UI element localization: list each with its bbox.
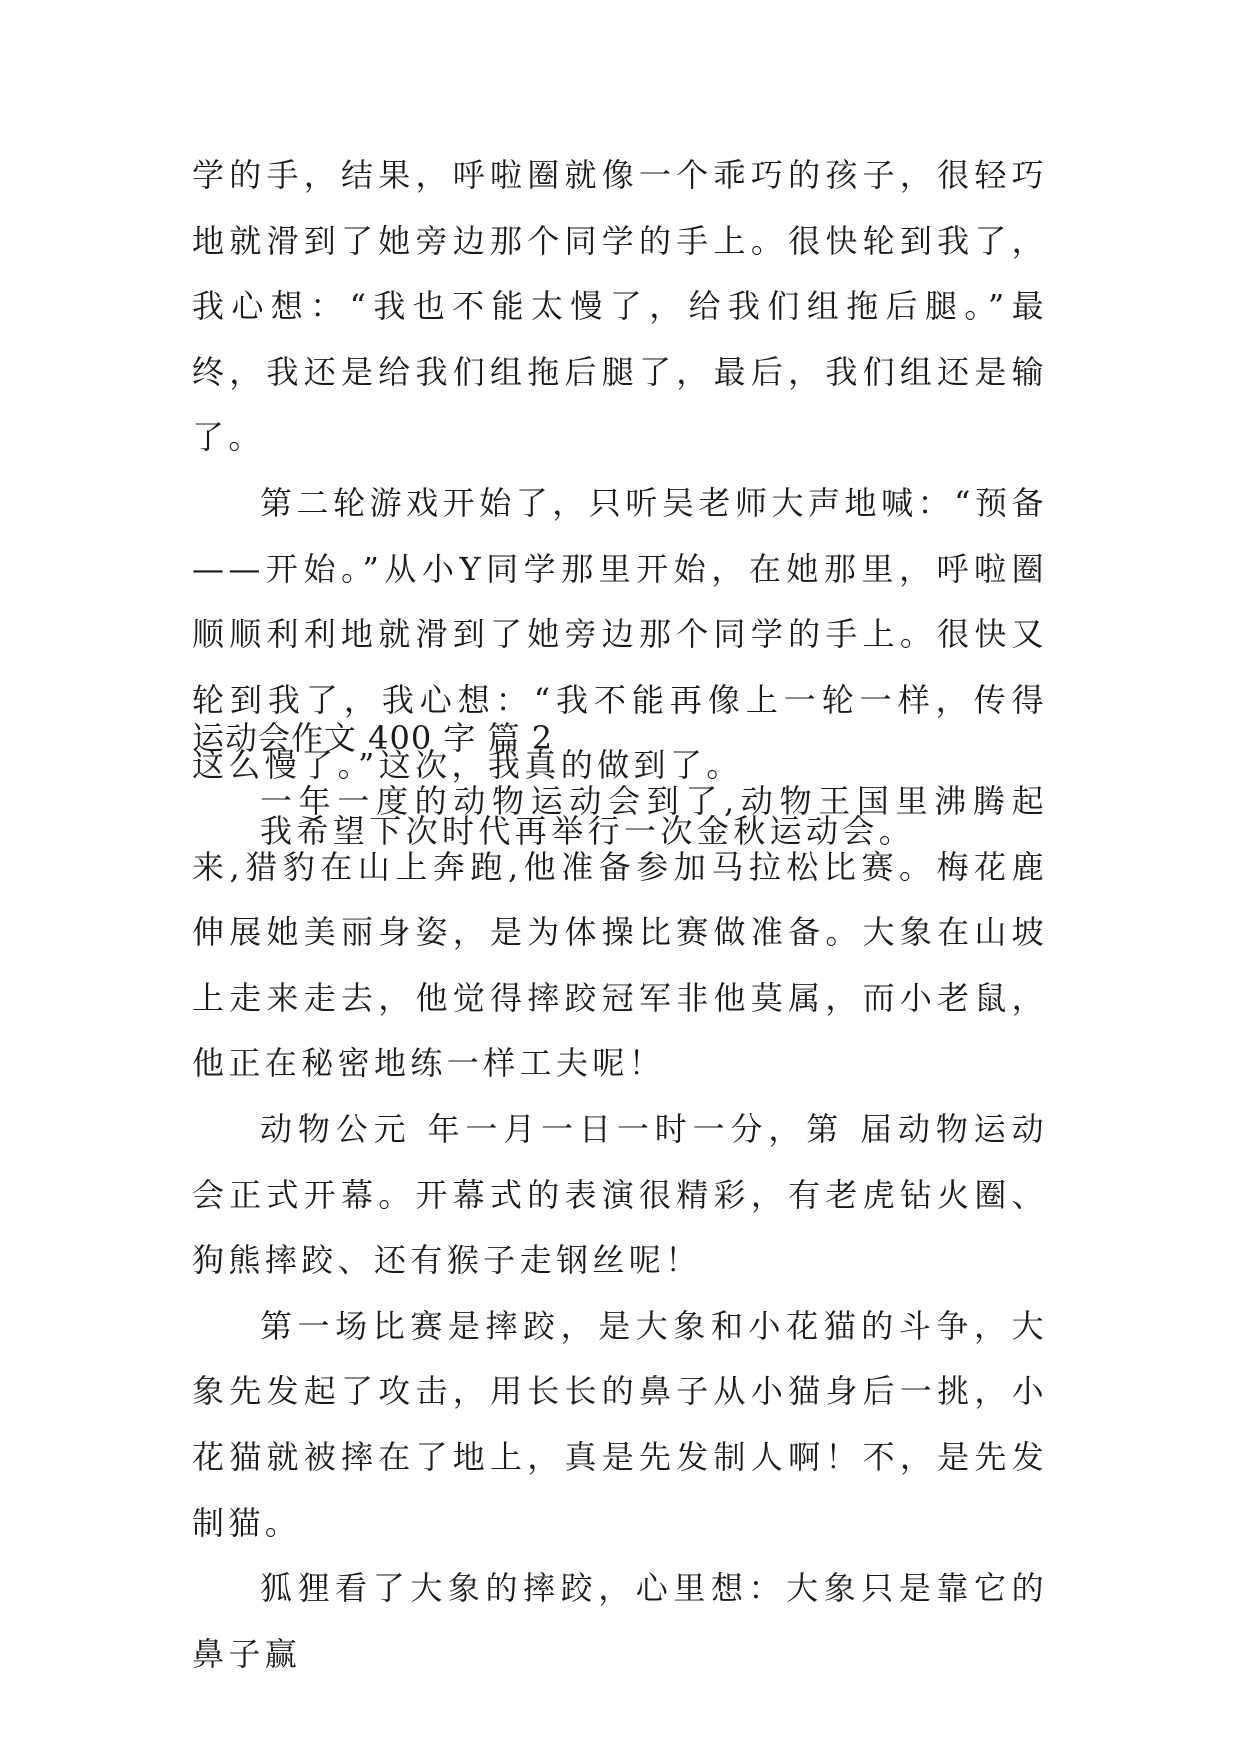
paragraph-5: 动物公元 年一月一日一时一分，第 届动物运动会正式开幕。开幕式的表演很精彩，有老虎钻火圈、狗熊摔跤、还有猴子走钢丝呢！ (192, 1109, 1048, 1280)
essay-part-2 (192, 769, 1048, 1687)
paragraph-2: 第二轮游戏开始了，只听吴老师大声地喊：“预备——开始。”从小Y同学那里开始，在她那里，呼啦圈顺顺利利地就滑到了她旁边那个同学的手上。很快又轮到我了，我心想：“我不能再像上一轮一样，传得这么慢了。”这次，我真的做到了。 (192, 483, 1048, 785)
section-heading: 运动会作文 400 字 篇 2 (192, 719, 554, 757)
paragraph-6: 第一场比赛是摔跤，是大象和小花猫的斗争，大象先发起了攻击，用长长的鼻子从小猫身后一挑，小花猫就被摔在了地上，真是先发制人啊！不，是先发制猫。 (192, 1306, 1048, 1542)
paragraph-3: 我希望下次时代再举行一次金秋运动会。 (260, 811, 916, 850)
paragraph-1: 学的手，结果，呼啦圈就像一个乖巧的孩子，很轻巧地就滑到了她旁边那个同学的手上。很快轮到我了，我心想：“我也不能太慢了，给我们组拖后腿。”最终，我还是给我们组拖后腿了，最后，我们组还是输了。 (192, 156, 1048, 457)
paragraph-4: 一年一度的动物运动会到了,动物王国里沸腾起来,猎豹在山上奔跑,他准备参加马拉松比赛。梅花鹿伸展她美丽身姿，是为体操比赛做准备。大象在山坡上走来走去，他觉得摔跤冠军非他莫属，而小老鼠，他正在秘密地练一样工夫呢！ (192, 782, 1048, 1083)
essay-heading (192, 706, 1048, 772)
paragraph-7: 狐狸看了大象的摔跤，心里想：大象只是靠它的鼻子赢 (192, 1569, 1048, 1673)
